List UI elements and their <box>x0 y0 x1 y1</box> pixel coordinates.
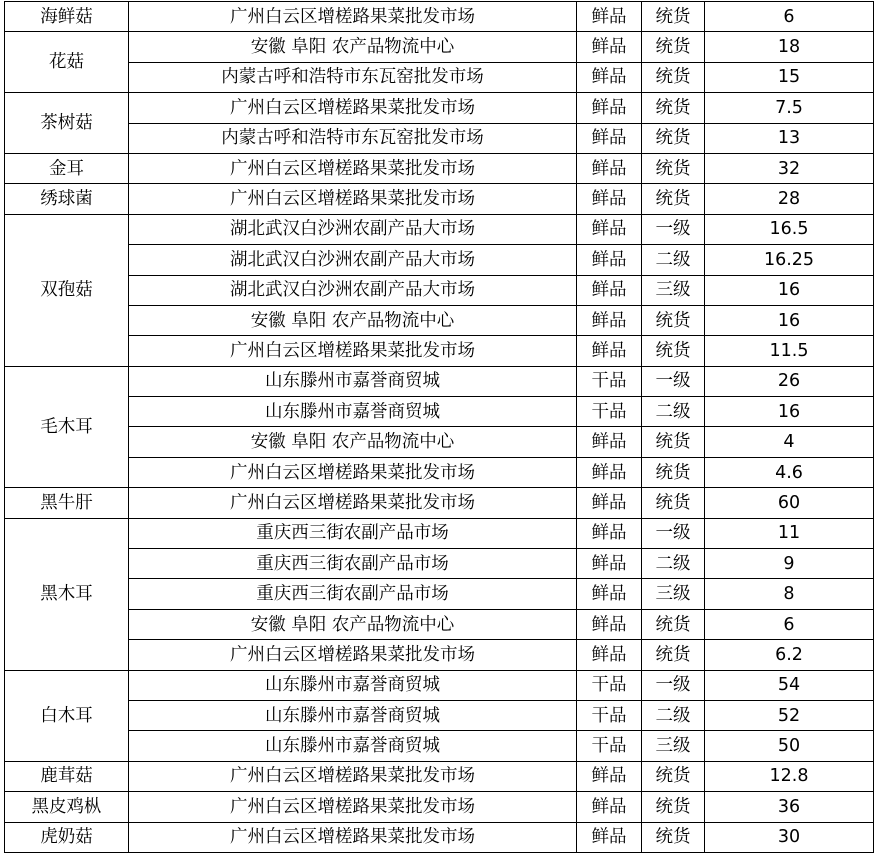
price-table <box>4 1 874 853</box>
grade-cell: 统货 <box>642 609 705 639</box>
grade-cell: 三级 <box>642 579 705 609</box>
product-state-cell: 鲜品 <box>577 336 642 366</box>
grade-cell: 统货 <box>642 62 705 92</box>
product-state-cell: 鲜品 <box>577 427 642 457</box>
product-state-cell: 鲜品 <box>577 123 642 153</box>
table-row <box>5 184 874 214</box>
grade-cell: 三级 <box>642 731 705 761</box>
product-state-cell: 鲜品 <box>577 761 642 791</box>
product-state-cell: 鲜品 <box>577 640 642 670</box>
product-state-cell: 干品 <box>577 700 642 730</box>
product-name-cell: 黑木耳 <box>5 518 129 670</box>
grade-cell: 二级 <box>642 700 705 730</box>
table-row <box>5 700 874 730</box>
price-cell: 16.5 <box>705 214 874 244</box>
product-name-cell: 绣球菌 <box>5 184 129 214</box>
market-cell: 山东滕州市嘉誉商贸城 <box>129 700 577 730</box>
product-state-cell: 鲜品 <box>577 609 642 639</box>
product-name-cell: 毛木耳 <box>5 366 129 488</box>
grade-cell: 统货 <box>642 792 705 822</box>
product-state-cell: 鲜品 <box>577 549 642 579</box>
price-cell: 16 <box>705 305 874 335</box>
grade-cell: 统货 <box>642 153 705 183</box>
grade-cell: 统货 <box>642 457 705 487</box>
market-cell: 重庆西三街农副产品市场 <box>129 549 577 579</box>
product-name-cell: 白木耳 <box>5 670 129 761</box>
product-name-cell: 金耳 <box>5 153 129 183</box>
price-cell: 16 <box>705 275 874 305</box>
grade-cell: 统货 <box>642 2 705 32</box>
grade-cell: 一级 <box>642 518 705 548</box>
price-cell: 28 <box>705 184 874 214</box>
grade-cell: 统货 <box>642 427 705 457</box>
product-state-cell: 鲜品 <box>577 579 642 609</box>
table-row <box>5 488 874 518</box>
product-state-cell: 鲜品 <box>577 275 642 305</box>
market-cell: 内蒙古呼和浩特市东瓦窑批发市场 <box>129 62 577 92</box>
product-state-cell: 鲜品 <box>577 93 642 123</box>
market-cell: 湖北武汉白沙洲农副产品大市场 <box>129 214 577 244</box>
price-cell: 50 <box>705 731 874 761</box>
table-row <box>5 822 874 852</box>
price-cell: 16 <box>705 397 874 427</box>
table-row <box>5 62 874 92</box>
table-row <box>5 761 874 791</box>
table-row <box>5 609 874 639</box>
market-cell: 山东滕州市嘉誉商贸城 <box>129 670 577 700</box>
product-state-cell: 鲜品 <box>577 32 642 62</box>
market-cell: 广州白云区增槎路果菜批发市场 <box>129 336 577 366</box>
market-cell: 山东滕州市嘉誉商贸城 <box>129 731 577 761</box>
grade-cell: 统货 <box>642 822 705 852</box>
grade-cell: 统货 <box>642 761 705 791</box>
product-state-cell: 鲜品 <box>577 2 642 32</box>
table-row <box>5 336 874 366</box>
product-state-cell: 干品 <box>577 731 642 761</box>
product-state-cell: 鲜品 <box>577 518 642 548</box>
table-row <box>5 93 874 123</box>
grade-cell: 二级 <box>642 549 705 579</box>
market-cell: 广州白云区增槎路果菜批发市场 <box>129 93 577 123</box>
market-cell: 广州白云区增槎路果菜批发市场 <box>129 640 577 670</box>
price-cell: 16.25 <box>705 245 874 275</box>
table-row <box>5 549 874 579</box>
product-name-cell: 黑牛肝 <box>5 488 129 518</box>
product-state-cell: 鲜品 <box>577 62 642 92</box>
price-cell: 4.6 <box>705 457 874 487</box>
price-cell: 12.8 <box>705 761 874 791</box>
product-state-cell: 干品 <box>577 670 642 700</box>
price-cell: 6 <box>705 609 874 639</box>
grade-cell: 统货 <box>642 488 705 518</box>
product-name-cell: 双孢菇 <box>5 214 129 366</box>
market-cell: 安徽 阜阳 农产品物流中心 <box>129 609 577 639</box>
table-row <box>5 123 874 153</box>
price-cell: 4 <box>705 427 874 457</box>
table-row <box>5 153 874 183</box>
market-cell: 重庆西三街农副产品市场 <box>129 579 577 609</box>
product-name-cell: 黑皮鸡枞 <box>5 792 129 822</box>
price-cell: 11 <box>705 518 874 548</box>
market-cell: 广州白云区增槎路果菜批发市场 <box>129 457 577 487</box>
price-cell: 36 <box>705 792 874 822</box>
price-cell: 7.5 <box>705 93 874 123</box>
grade-cell: 统货 <box>642 32 705 62</box>
product-state-cell: 鲜品 <box>577 153 642 183</box>
price-cell: 52 <box>705 700 874 730</box>
table-row <box>5 366 874 396</box>
grade-cell: 三级 <box>642 275 705 305</box>
grade-cell: 一级 <box>642 366 705 396</box>
table-row <box>5 518 874 548</box>
grade-cell: 二级 <box>642 397 705 427</box>
market-cell: 安徽 阜阳 农产品物流中心 <box>129 32 577 62</box>
product-name-cell: 鹿茸菇 <box>5 761 129 791</box>
table-row <box>5 731 874 761</box>
market-cell: 广州白云区增槎路果菜批发市场 <box>129 488 577 518</box>
table-row <box>5 640 874 670</box>
market-cell: 广州白云区增槎路果菜批发市场 <box>129 761 577 791</box>
table-row <box>5 397 874 427</box>
price-cell: 32 <box>705 153 874 183</box>
market-cell: 湖北武汉白沙洲农副产品大市场 <box>129 275 577 305</box>
market-cell: 广州白云区增槎路果菜批发市场 <box>129 2 577 32</box>
market-cell: 安徽 阜阳 农产品物流中心 <box>129 427 577 457</box>
product-state-cell: 鲜品 <box>577 792 642 822</box>
price-cell: 26 <box>705 366 874 396</box>
table-row <box>5 427 874 457</box>
grade-cell: 一级 <box>642 214 705 244</box>
product-state-cell: 鲜品 <box>577 184 642 214</box>
product-state-cell: 鲜品 <box>577 214 642 244</box>
product-state-cell: 鲜品 <box>577 245 642 275</box>
product-name-cell: 海鲜菇 <box>5 2 129 32</box>
market-cell: 广州白云区增槎路果菜批发市场 <box>129 184 577 214</box>
product-state-cell: 鲜品 <box>577 305 642 335</box>
price-cell: 30 <box>705 822 874 852</box>
product-state-cell: 鲜品 <box>577 488 642 518</box>
product-name-cell: 虎奶菇 <box>5 822 129 852</box>
table-row <box>5 457 874 487</box>
price-cell: 60 <box>705 488 874 518</box>
market-cell: 安徽 阜阳 农产品物流中心 <box>129 305 577 335</box>
table-row <box>5 32 874 62</box>
market-cell: 广州白云区增槎路果菜批发市场 <box>129 822 577 852</box>
table-row <box>5 275 874 305</box>
grade-cell: 二级 <box>642 245 705 275</box>
grade-cell: 统货 <box>642 93 705 123</box>
price-cell: 18 <box>705 32 874 62</box>
grade-cell: 一级 <box>642 670 705 700</box>
product-name-cell: 茶树菇 <box>5 93 129 154</box>
product-state-cell: 干品 <box>577 397 642 427</box>
table-row <box>5 792 874 822</box>
price-table-body <box>5 2 874 853</box>
table-row <box>5 305 874 335</box>
market-cell: 广州白云区增槎路果菜批发市场 <box>129 153 577 183</box>
price-cell: 6 <box>705 2 874 32</box>
grade-cell: 统货 <box>642 305 705 335</box>
market-cell: 山东滕州市嘉誉商贸城 <box>129 397 577 427</box>
price-cell: 9 <box>705 549 874 579</box>
market-cell: 广州白云区增槎路果菜批发市场 <box>129 792 577 822</box>
table-row <box>5 245 874 275</box>
product-state-cell: 鲜品 <box>577 822 642 852</box>
grade-cell: 统货 <box>642 640 705 670</box>
grade-cell: 统货 <box>642 184 705 214</box>
market-cell: 山东滕州市嘉誉商贸城 <box>129 366 577 396</box>
price-cell: 11.5 <box>705 336 874 366</box>
table-row <box>5 670 874 700</box>
price-cell: 8 <box>705 579 874 609</box>
price-cell: 6.2 <box>705 640 874 670</box>
product-name-cell: 花菇 <box>5 32 129 93</box>
price-cell: 54 <box>705 670 874 700</box>
product-state-cell: 鲜品 <box>577 457 642 487</box>
table-row <box>5 214 874 244</box>
grade-cell: 统货 <box>642 123 705 153</box>
market-cell: 重庆西三街农副产品市场 <box>129 518 577 548</box>
table-row <box>5 579 874 609</box>
market-cell: 内蒙古呼和浩特市东瓦窑批发市场 <box>129 123 577 153</box>
product-state-cell: 干品 <box>577 366 642 396</box>
market-cell: 湖北武汉白沙洲农副产品大市场 <box>129 245 577 275</box>
price-cell: 15 <box>705 62 874 92</box>
grade-cell: 统货 <box>642 336 705 366</box>
table-row <box>5 2 874 32</box>
price-cell: 13 <box>705 123 874 153</box>
